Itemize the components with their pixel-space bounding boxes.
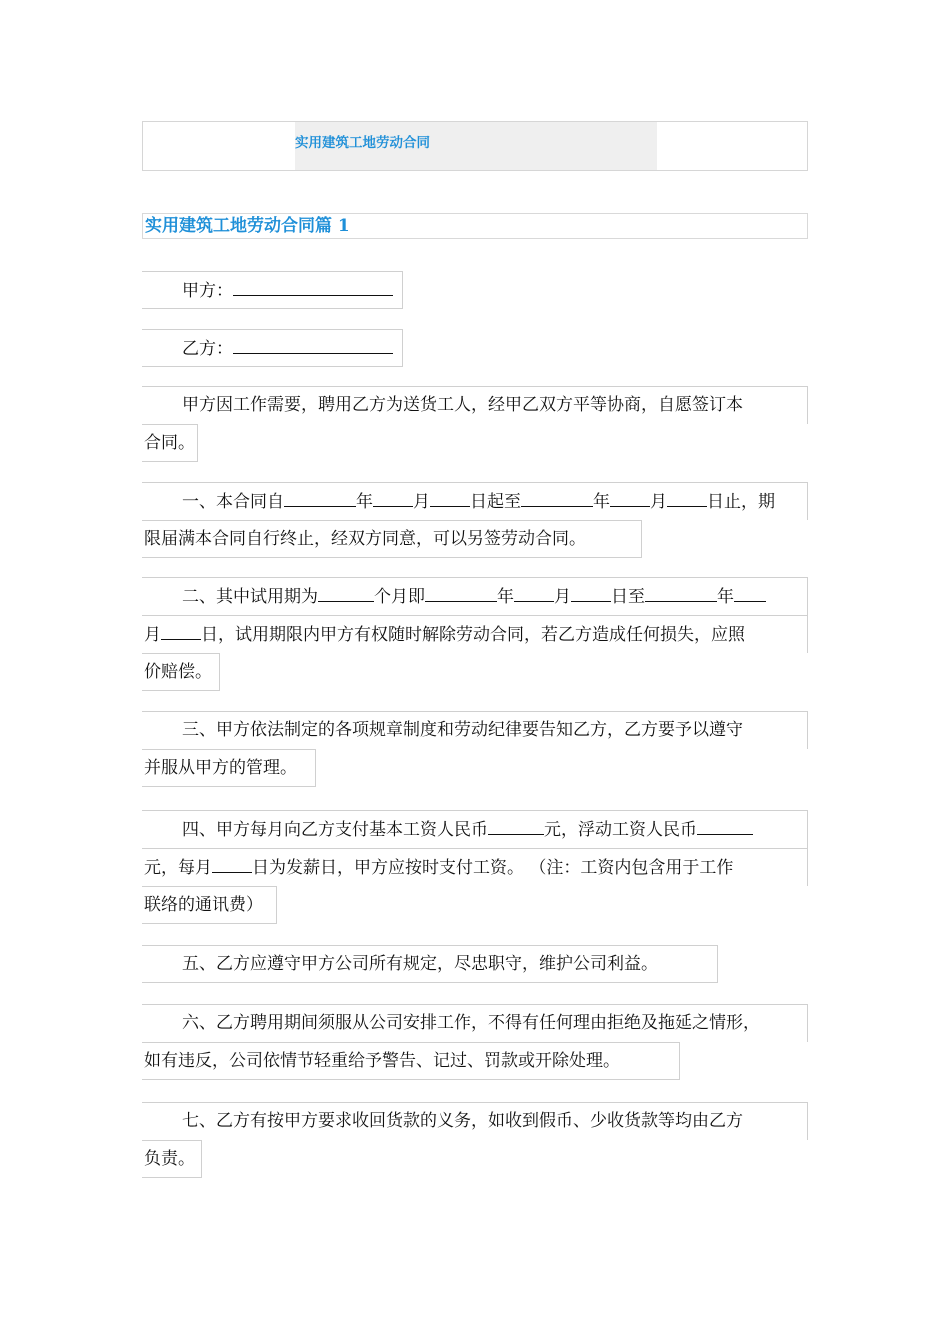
clause-4-line2: 元，每月 日为发薪日，甲方应按时支付工资。 （注：工资内包含用于工作	[142, 848, 808, 886]
clause-1-line1: 一、本合同自 年 月 日起至 年 月 日止，期	[142, 482, 808, 520]
clause-2-line2: 月 日，试用期限内甲方有权随时解除劳动合同，若乙方造成任何损失，应照	[142, 615, 808, 653]
clause-3-line2: 并服从甲方的管理。	[142, 749, 316, 787]
clause-2-line3: 价赔偿。	[142, 653, 220, 691]
clause-1-line2: 限届满本合同自行终止，经双方同意，可以另签劳动合同。	[142, 520, 642, 558]
clause-3-line1: 三、甲方依法制定的各项规章制度和劳动纪律要告知乙方，乙方要予以遵守	[142, 711, 808, 749]
clause-4-line1: 四、甲方每月向乙方支付基本工资人民币 元，浮动工资人民币	[142, 810, 808, 848]
paragraph-intro-line2: 合同。	[142, 424, 198, 462]
party-b-label: 乙方：	[182, 339, 233, 359]
clause-5-line1: 五、乙方应遵守甲方公司所有规定，尽忠职守，维护公司利益。	[142, 945, 718, 983]
document-title: 实用建筑工地劳动合同	[295, 135, 430, 151]
clause-6-line1: 六、乙方聘用期间须服从公司安排工作，不得有任何理由拒绝及拖延之情形，	[142, 1004, 808, 1042]
document-header-box	[142, 121, 808, 171]
section-heading: 实用建筑工地劳动合同篇 1	[142, 213, 808, 239]
clause-7-line2: 负责。	[142, 1140, 202, 1178]
party-b-blank	[233, 336, 393, 354]
clause-7-line1: 七、乙方有按甲方要求收回货款的义务，如收到假币、少收货款等均由乙方	[142, 1102, 808, 1140]
paragraph-intro-line1: 甲方因工作需要，聘用乙方为送货工人，经甲乙双方平等协商，自愿签订本	[142, 386, 808, 424]
clause-2-line1: 二、其中试用期为 个月即 年 月 日至 年	[142, 577, 808, 615]
party-b-row	[142, 329, 403, 367]
party-a-label: 甲方：	[182, 281, 233, 301]
party-a-blank	[233, 278, 393, 296]
clause-4-line3: 联络的通讯费）	[142, 886, 277, 924]
party-a-row	[142, 271, 403, 309]
clause-6-line2: 如有违反，公司依情节轻重给予警告、记过、罚款或开除处理。	[142, 1042, 680, 1080]
